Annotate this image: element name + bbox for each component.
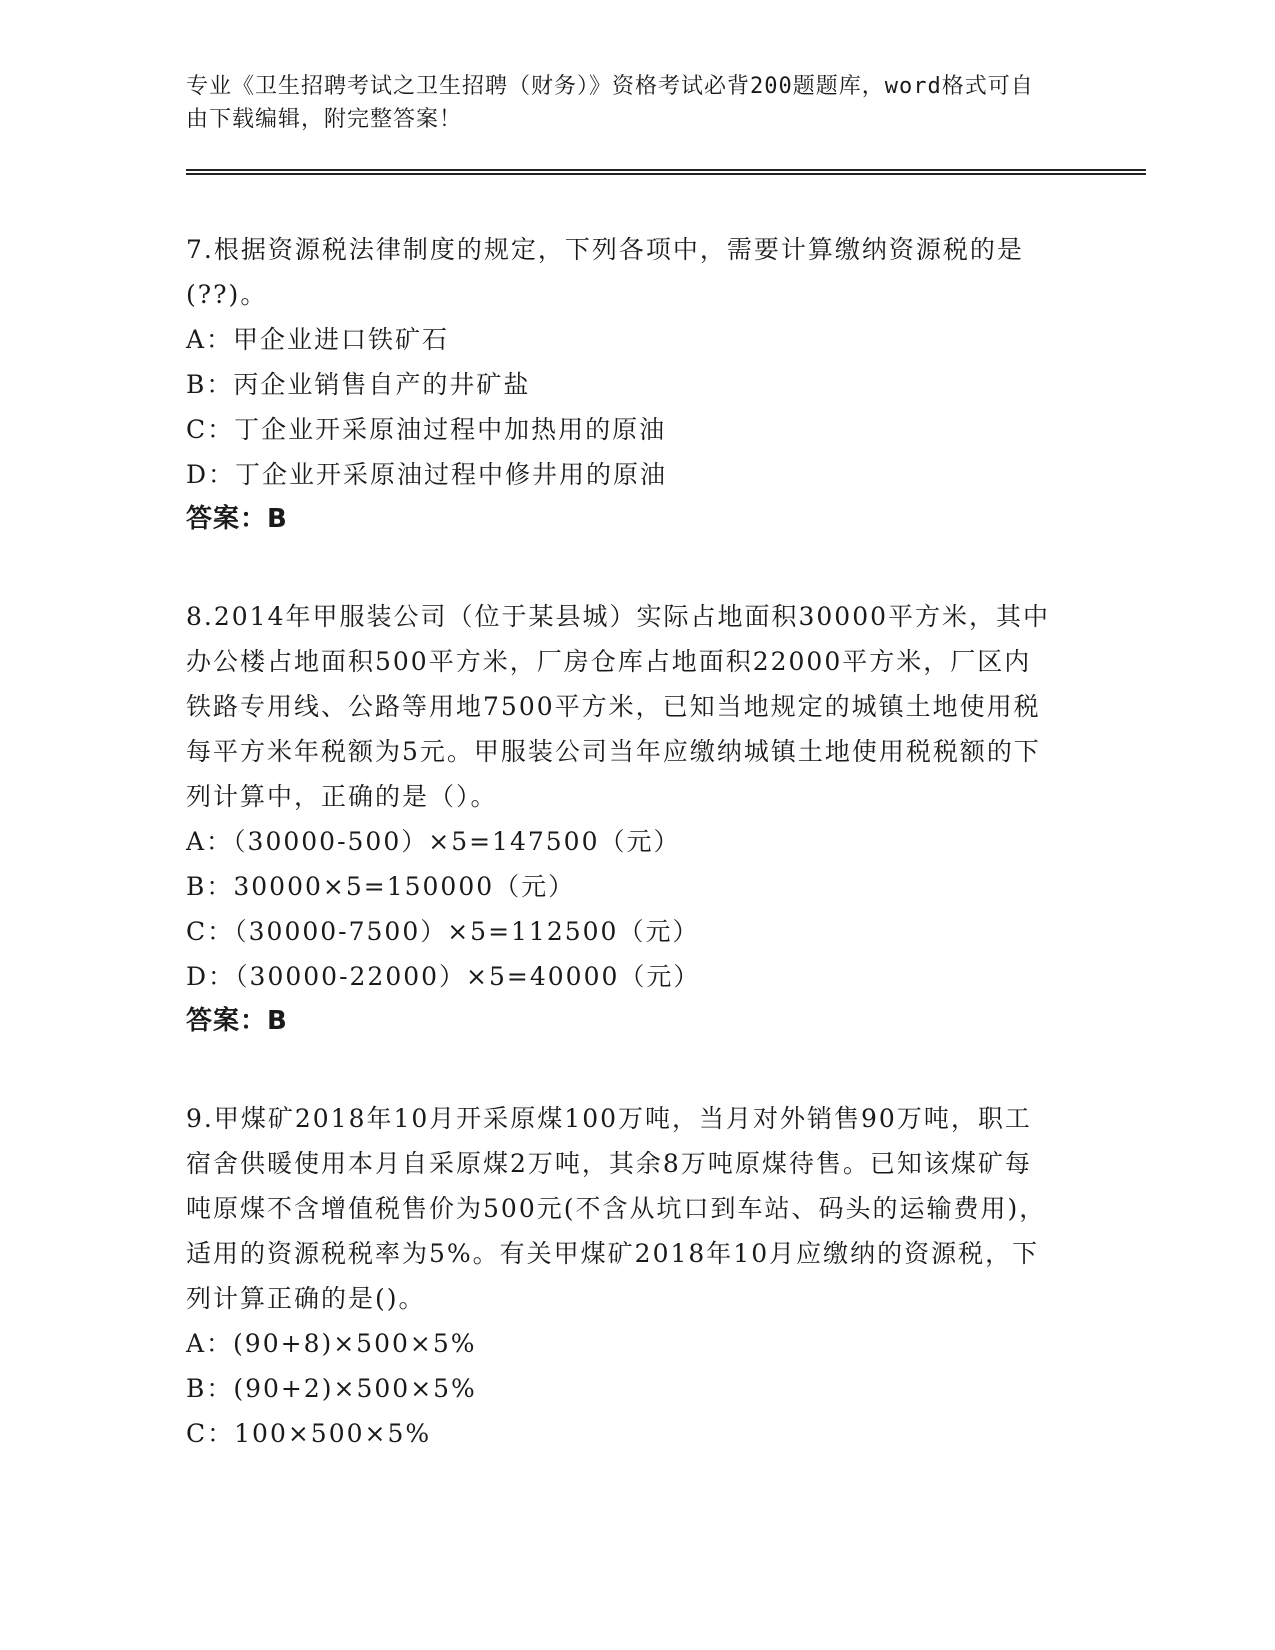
question-stem: 7.根据资源税法律制度的规定，下列各项中，需要计算缴纳资源税的是(??)。 bbox=[186, 235, 1024, 309]
option-b: B：30000×5=150000（元） bbox=[186, 872, 576, 901]
question-stem: 8.2014年甲服装公司（位于某县城）实际占地面积30000平方米，其中办公楼占地面积500平方米，厂房仓库占地面积22000平方米，厂区内铁路专用线、公路等用地7500平方米，已知当地规定的城镇土地使用税每平方米年税额为5元。甲服装公司当年应缴纳城镇土地使用税税额的下列计算中，正确的是（）。 bbox=[186, 602, 1051, 811]
option-c: C：100×500×5% bbox=[186, 1419, 432, 1448]
option-c: C：（30000-7500）×5=112500（元） bbox=[186, 917, 700, 946]
option-a: A：（30000-500）×5=147500（元） bbox=[186, 827, 681, 856]
option-a: A：(90+8)×500×5% bbox=[186, 1329, 477, 1358]
option-a: A：甲企业进口铁矿石 bbox=[186, 325, 450, 354]
document-header: 专业《卫生招聘考试之卫生招聘（财务）》资格考试必背200题题库，word格式可自由下载编辑，附完整答案！ bbox=[186, 74, 1034, 132]
option-d: D：（30000-22000）×5=40000（元） bbox=[186, 962, 701, 991]
header-double-rule bbox=[186, 169, 1146, 175]
question-stem: 9.甲煤矿2018年10月开采原煤100万吨，当月对外销售90万吨，职工宿舍供暖使用本月自采原煤2万吨，其余8万吨原煤待售。已知该煤矿每吨原煤不含增值税售价为500元(不含从坑口到车站、码头的运输费用)，适用的资源税税率为5%。有关甲煤矿2018年10月应缴纳的资源税，下列计算正确的是()。 bbox=[186, 1104, 1047, 1313]
question-8 bbox=[186, 594, 1056, 1044]
answer: 答案：B bbox=[186, 1006, 288, 1036]
option-d: D：丁企业开采原油过程中修井用的原油 bbox=[186, 460, 668, 489]
answer: 答案：B bbox=[186, 504, 288, 534]
option-b: B：丙企业销售自产的井矿盐 bbox=[186, 370, 531, 399]
document-page bbox=[186, 70, 1056, 1456]
option-c: C：丁企业开采原油过程中加热用的原油 bbox=[186, 415, 667, 444]
option-b: B：(90+2)×500×5% bbox=[186, 1374, 477, 1403]
question-9 bbox=[186, 1096, 1056, 1456]
question-7 bbox=[186, 227, 1056, 542]
